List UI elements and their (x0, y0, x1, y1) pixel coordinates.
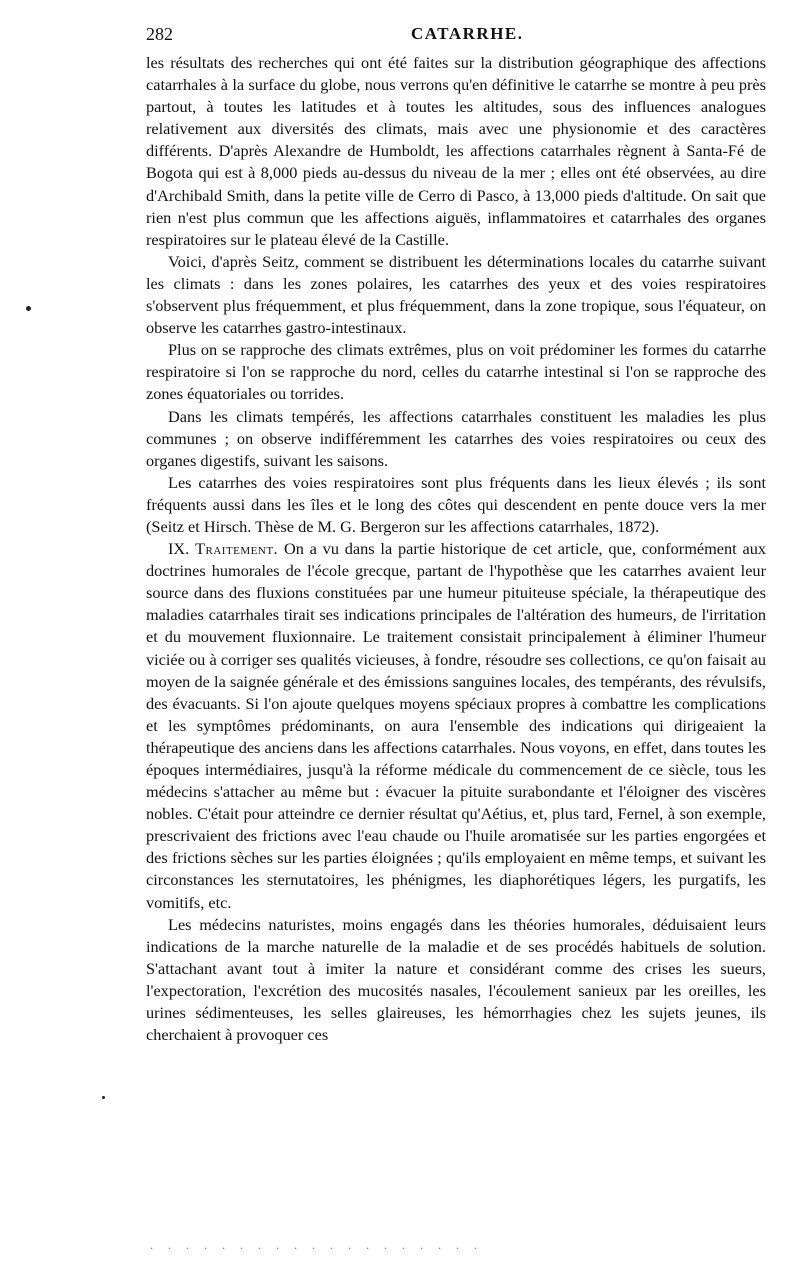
section-title: Traitement. (195, 539, 279, 559)
page-number: 282 (146, 24, 173, 44)
paragraph-naturists: Les médecins naturistes, moins engagés dans les théories humorales, déduisaient leurs indications de la marche naturelle de la maladie et de ses procédés habituels de solution. S'attachant avant tout à imiter la nature et considérant comme des crises les sueurs, l'expectoration, l'excrétion des mucosités nasales, l'écoulement sanieux par les oreilles, les urines sédimenteuses, les selles glaireuses, les hémorrhagies chez les sujets jeunes, ils cherchaient à provoquer ces (146, 914, 766, 1045)
margin-speck (26, 306, 31, 311)
running-title: CATARRHE. (411, 24, 524, 43)
body-text (146, 52, 766, 1046)
paragraph-geography: les résultats des recherches qui ont été faites sur la distribution géographique des affections catarrhales à la surface du globe, nous verrons qu'en définitive le catarrhe se montre à peu près partout, à toutes les latitudes et à toutes les altitudes, sous des influences analogues relativement aux diversités des climats, mais avec une physionomie et des caractères différents. D'après Alexandre de Humboldt, les affections catarrhales règnent à Santa-Fé de Bogota qui est à 8,000 pieds au-dessus du niveau de la mer ; elles ont été observées, au dire d'Archibald Smith, dans la petite ville de Cerro di Pasco, à 13,000 pieds d'altitude. On sait que rien n'est plus commun que les affections aiguës, inflammatoires et catarrhales des organes respiratoires sur le plateau élevé de la Castille. (146, 53, 766, 249)
paragraph-extreme-climates: Plus on se rapproche des climats extrêmes, plus on voit prédominer les formes du catarrhe respiratoire si l'on se rapproche du nord, celles du catarrhe intestinal si l'on se rapproche des zones équatoriales ou torrides. (146, 340, 766, 404)
section-number: IX. (168, 539, 190, 559)
paragraph-seitz-climates: Voici, d'après Seitz, comment se distribuent les déterminations locales du catarrhe suivant les climats : dans les zones polaires, les catarrhes des yeux et des voies respiratoires s'observent plus fréquemment, et plus fréquemment, dans la zone tropique, sous l'équateur, on observe les catarrhes gastro-intestinaux. (146, 251, 766, 338)
paragraph-treatment (146, 538, 766, 914)
bottom-speckle: . . . . . . . . . . . . . . . . . . . (150, 1238, 483, 1250)
treatment-text: On a vu dans la partie historique de cet article, que, conformément aux doctrines humorales de l'école grecque, partant de l'hypothèse que les catarrhes avaient leur source dans des fluxions constituées par une humeur pituiteuse spéciale, la thérapeutique des maladies catarrhales tirait ses indications principales de l'altération des humeurs, de l'irritation et du mouvement fluxionnaire. Le traitement consistait principalement à éliminer l'humeur viciée ou à corriger ses qualités vicieuses, à fondre, résoudre ses collections, ce qu'on faisait au moyen de la saignée générale et des émissions sanguines locales, des tempérants, des révulsifs, des évacuants. Si l'on ajoute quelques moyens spéciaux propres à combattre les complications et les symptômes prédominants, on aura l'ensemble des indications qui dirigeaient la thérapeutique des anciens dans les affections catarrhales. Nous voyons, en effet, dans toutes les époques intermédiaires, jusqu'à la réforme médicale du commencement de ce siècle, tous les médecins s'attacher au même but : évacuer la pituite surabondante et l'éloigner des viscères nobles. C'était pour atteindre ce dernier résultat qu'Aétius, et, plus tard, Fernel, à son exemple, prescrivaient des frictions avec l'eau chaude ou l'huile aromatisée sur les parties engorgées et des frictions sèches sur les parties éloignées ; qu'ils employaient en même temps, et suivant les circonstances les sternutatoires, les phénigmes, les diaphorétiques légers, les purgatifs, les vomitifs, etc. (146, 539, 766, 912)
page-header (146, 22, 766, 52)
book-page (146, 22, 766, 1046)
margin-speck (102, 1096, 105, 1099)
paragraph-temperate-climates: Dans les climats tempérés, les affections catarrhales constituent les maladies les plus communes ; on observe indifféremment les catarrhes des voies respiratoires ou ceux des organes digestifs, suivant les saisons. (146, 406, 766, 470)
paragraph-elevated-places: Les catarrhes des voies respiratoires sont plus fréquents dans les lieux élevés ; ils sont fréquents aussi dans les îles et le long des côtes qui descendent en pente douce vers la mer (Seitz et Hirsch. Thèse de M. G. Bergeron sur les affections catarrhales, 1872). (146, 472, 766, 536)
